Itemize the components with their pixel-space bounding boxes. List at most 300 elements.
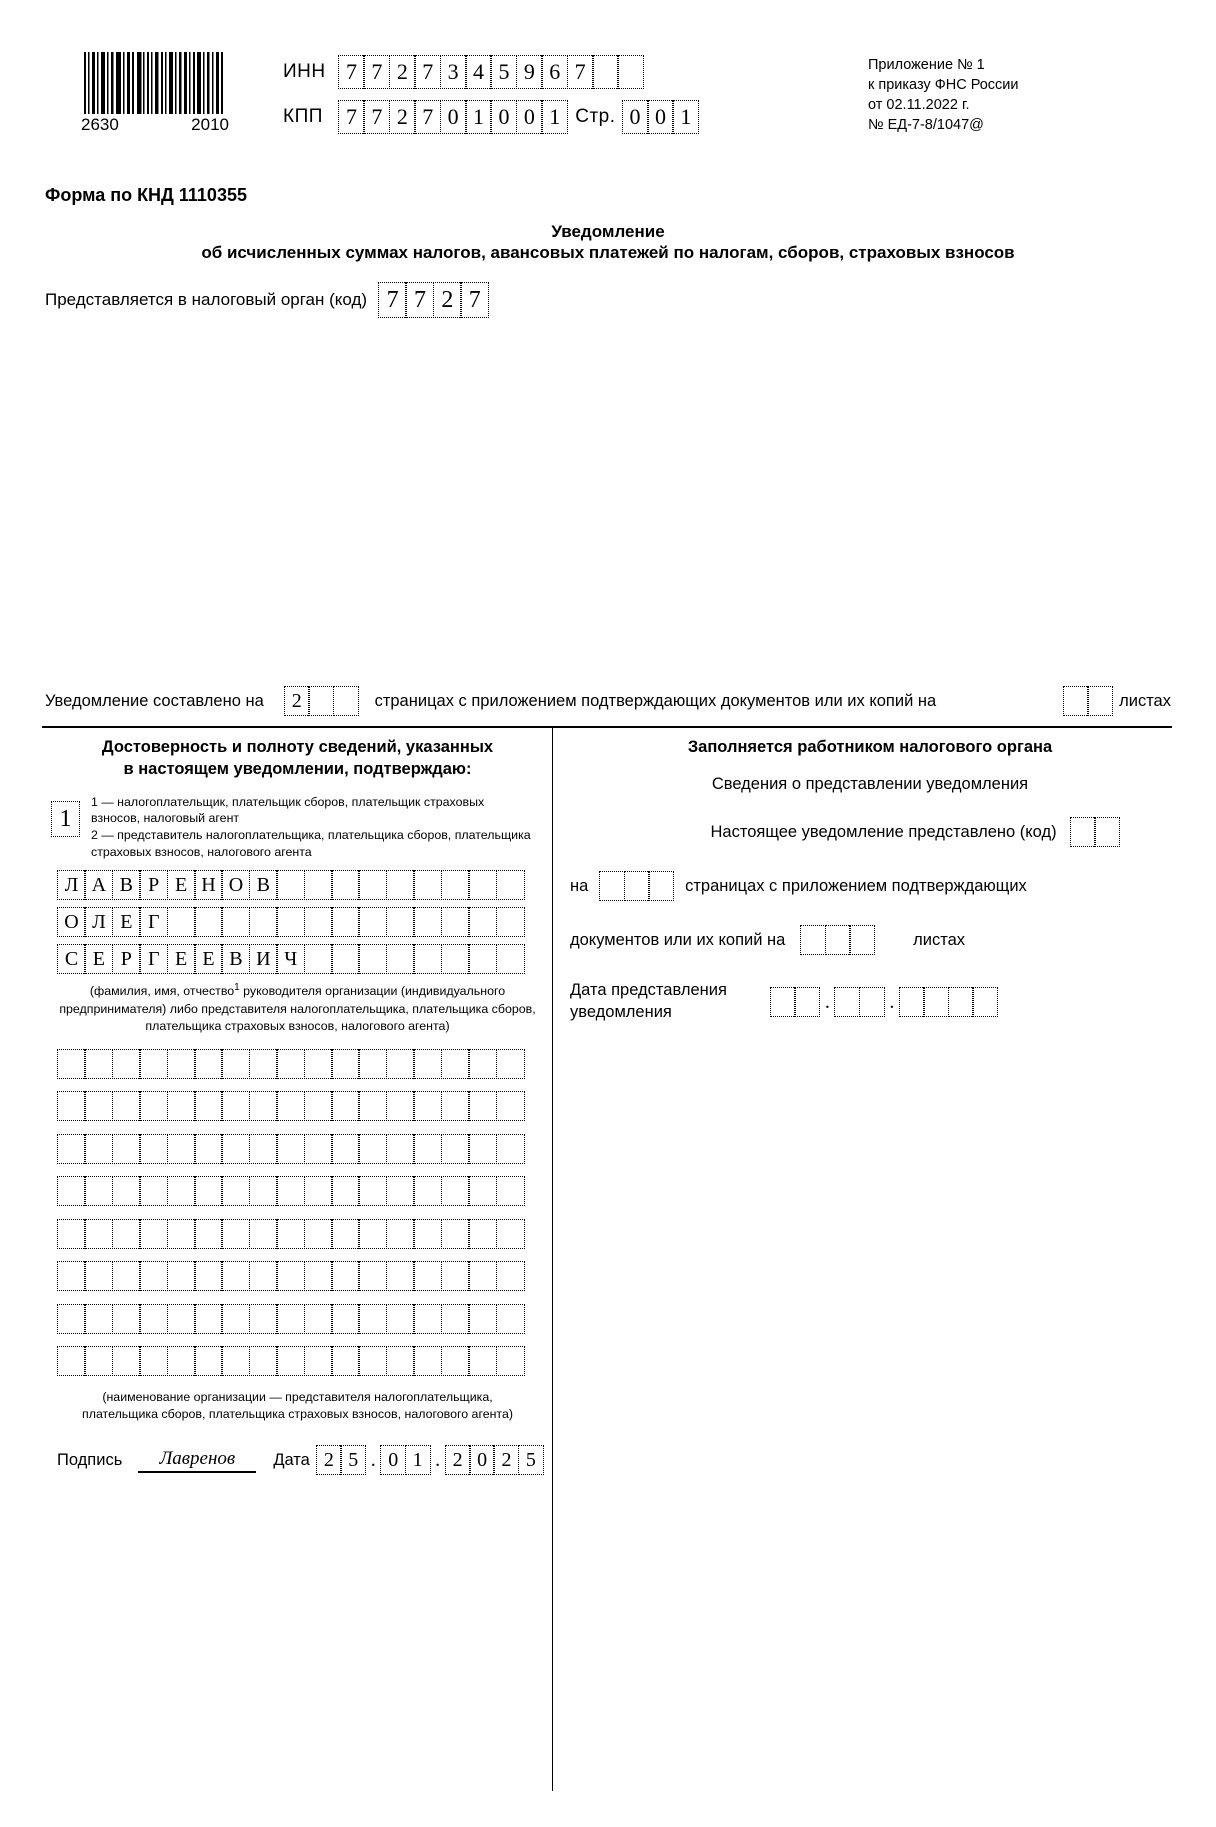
organization-name-cell-3-1[interactable] [57,1134,86,1164]
organization-name-cell-2-8[interactable] [249,1091,278,1121]
patronymic-cell-9[interactable]: Ч [276,944,305,974]
organization-name-cell-5-12[interactable] [358,1219,387,1249]
kpp-cell-8[interactable]: 0 [516,100,543,134]
patronymic-input[interactable] [57,944,550,974]
firstname-cell-4[interactable]: Г [139,907,168,937]
submission-date-day-input[interactable] [770,987,820,1017]
organization-name-cell-7-16[interactable] [468,1304,497,1334]
surname-cell-10[interactable] [304,870,333,900]
organization-name-cell-2-15[interactable] [441,1091,470,1121]
kpp-row [283,100,699,134]
organization-name-cell-5-5[interactable] [167,1219,196,1249]
organization-name-cell-7-8[interactable] [249,1304,278,1334]
organization-name-cell-4-6[interactable] [194,1176,223,1206]
organization-name-cell-4-9[interactable] [276,1176,305,1206]
signature-year-cell-2[interactable]: 0 [469,1445,495,1475]
organization-name-cell-1-15[interactable] [441,1049,470,1079]
organization-name-cell-4-3[interactable] [112,1176,141,1206]
organization-name-cell-7-1[interactable] [57,1304,86,1334]
organization-name-cell-6-6[interactable] [194,1261,223,1291]
organization-name-cell-3-11[interactable] [331,1134,360,1164]
organization-name-cell-4-14[interactable] [413,1176,442,1206]
submission-pages-prefix: на [570,876,589,895]
organization-name-cell-2-7[interactable] [221,1091,250,1121]
organization-name-fields[interactable] [45,1049,550,1377]
organization-name-cell-1-6[interactable] [194,1049,223,1079]
organization-name-cell-4-5[interactable] [167,1176,196,1206]
firstname-cell-15[interactable] [441,907,470,937]
surname-cell-2[interactable]: А [84,870,113,900]
organization-name-cell-5-4[interactable] [139,1219,168,1249]
organization-name-row[interactable] [57,1176,550,1206]
signature-date-day-input[interactable] [316,1445,366,1475]
organization-name-cell-1-13[interactable] [386,1049,415,1079]
organization-name-cell-5-6[interactable] [194,1219,223,1249]
organization-name-cell-3-2[interactable] [84,1134,113,1164]
organization-name-cell-5-10[interactable] [304,1219,333,1249]
organization-name-cell-8-1[interactable] [57,1346,86,1376]
organization-name-cell-5-9[interactable] [276,1219,305,1249]
submission-docs-cell-1[interactable] [800,925,826,955]
organization-name-cell-1-11[interactable] [331,1049,360,1079]
organization-name-cell-6-10[interactable] [304,1261,333,1291]
tax-officer-section [568,736,1172,1023]
organization-name-cell-6-13[interactable] [386,1261,415,1291]
composed-pages-cell-2[interactable] [308,686,334,716]
organization-name-cell-1-12[interactable] [358,1049,387,1079]
organization-name-cell-8-8[interactable] [249,1346,278,1376]
firstname-cell-13[interactable] [386,907,415,937]
inn-cell-7[interactable]: 5 [490,55,517,89]
organization-name-cell-2-3[interactable] [112,1091,141,1121]
organization-name-cell-3-6[interactable] [194,1134,223,1164]
submission-day-cell-2[interactable] [794,987,820,1017]
appendix-reference [868,55,1019,135]
confirmation-legend-text [91,794,531,861]
submission-date-month-input[interactable] [834,987,884,1017]
organization-name-cell-7-10[interactable] [304,1304,333,1334]
legend-line-2: взносов, налоговый агент [91,811,240,826]
organization-name-cell-5-2[interactable] [84,1219,113,1249]
organization-name-cell-2-1[interactable] [57,1091,86,1121]
organization-name-cell-4-7[interactable] [221,1176,250,1206]
barcode-image [84,52,226,114]
firstname-cell-7[interactable] [221,907,250,937]
firstname-cell-16[interactable] [468,907,497,937]
firstname-cell-9[interactable] [276,907,305,937]
firstname-cell-6[interactable] [194,907,223,937]
organization-name-row[interactable] [57,1346,550,1376]
submission-code-input[interactable] [1070,817,1120,847]
submission-month-cell-1[interactable] [834,987,860,1017]
inn-cell-8[interactable]: 9 [516,55,543,89]
submission-pages-cell-2[interactable] [624,871,650,901]
inn-cell-12[interactable] [617,55,644,89]
kpp-cell-6[interactable]: 1 [465,100,492,134]
surname-cell-7[interactable]: О [221,870,250,900]
submission-day-cell-1[interactable] [770,987,796,1017]
organization-name-cell-5-16[interactable] [468,1219,497,1249]
organization-name-cell-6-16[interactable] [468,1261,497,1291]
organization-name-cell-2-14[interactable] [413,1091,442,1121]
signature-day-cell-1[interactable]: 2 [316,1445,342,1475]
tax-officer-heading: Заполняется работником налогового органа [687,738,1053,756]
organization-name-row[interactable] [57,1219,550,1249]
signature-date-month-input[interactable] [380,1445,430,1475]
patronymic-cell-16[interactable] [468,944,497,974]
organization-name-cell-8-7[interactable] [221,1346,250,1376]
organization-name-cell-3-4[interactable] [139,1134,168,1164]
firstname-cell-1[interactable]: О [57,907,86,937]
organization-name-cell-6-2[interactable] [84,1261,113,1291]
organization-name-cell-1-7[interactable] [221,1049,250,1079]
composed-sheets-cell-2[interactable] [1087,686,1113,716]
kpp-cell-4[interactable]: 7 [414,100,441,134]
page-subtitle: об исчисленных суммах налогов, авансовых платежей по налогам, сборов, страховых взносов [201,243,1015,262]
barcode-numbers [81,115,229,135]
submission-date-year-input[interactable] [899,987,998,1017]
signature-date-year-input[interactable] [445,1445,544,1475]
page-cell-1[interactable]: 0 [622,100,649,134]
organization-name-cell-3-15[interactable] [441,1134,470,1164]
surname-cell-14[interactable] [413,870,442,900]
kpp-label: КПП [283,106,323,127]
organization-name-cell-6-15[interactable] [441,1261,470,1291]
organization-name-cell-5-15[interactable] [441,1219,470,1249]
inn-cell-5[interactable]: 3 [440,55,467,89]
patronymic-cell-5[interactable]: Е [167,944,196,974]
patronymic-cell-2[interactable]: Е [84,944,113,974]
organization-name-cell-7-9[interactable] [276,1304,305,1334]
surname-cell-9[interactable] [276,870,305,900]
tax-authority-cell-4[interactable]: 7 [460,282,489,318]
patronymic-cell-15[interactable] [441,944,470,974]
organization-name-cell-7-17[interactable] [496,1304,525,1334]
firstname-cell-17[interactable] [496,907,525,937]
organization-name-row[interactable] [57,1261,550,1291]
barcode-number-left: 2630 [81,115,119,134]
patronymic-cell-1[interactable]: С [57,944,86,974]
submission-month-cell-2[interactable] [859,987,885,1017]
organization-name-cell-1-3[interactable] [112,1049,141,1079]
organization-name-cell-7-12[interactable] [358,1304,387,1334]
organization-name-cell-1-1[interactable] [57,1049,86,1079]
confirmation-code-cell[interactable]: 1 [51,801,80,837]
organization-name-cell-7-3[interactable] [112,1304,141,1334]
surname-cell-3[interactable]: В [112,870,141,900]
organization-name-cell-4-13[interactable] [386,1176,415,1206]
organization-name-cell-3-3[interactable] [112,1134,141,1164]
inn-cell-11[interactable] [592,55,619,89]
organization-name-cell-5-11[interactable] [331,1219,360,1249]
page-number-input[interactable] [622,100,700,134]
submission-date-label-line-2: уведомления [570,1002,672,1021]
kpp-cell-9[interactable]: 1 [541,100,568,134]
tax-authority-cell-1[interactable]: 7 [378,282,407,318]
organization-name-cell-2-9[interactable] [276,1091,305,1121]
organization-name-cell-8-9[interactable] [276,1346,305,1376]
organization-name-cell-5-13[interactable] [386,1219,415,1249]
organization-name-cell-7-5[interactable] [167,1304,196,1334]
organization-name-cell-1-14[interactable] [413,1049,442,1079]
kpp-input[interactable] [338,100,568,134]
submission-pages-cell-3[interactable] [648,871,674,901]
organization-name-cell-1-16[interactable] [468,1049,497,1079]
organization-name-cell-6-3[interactable] [112,1261,141,1291]
submission-docs-cell-2[interactable] [825,925,851,955]
confirmation-heading-line-2: в настоящем уведомлении, подтверждаю: [123,760,472,779]
submission-pages-input[interactable] [599,871,674,901]
surname-cell-13[interactable] [386,870,415,900]
organization-name-cell-5-1[interactable] [57,1219,86,1249]
confirmation-code-input[interactable] [51,801,80,837]
organization-name-cell-1-8[interactable] [249,1049,278,1079]
organization-name-cell-8-2[interactable] [84,1346,113,1376]
kpp-cell-7[interactable]: 0 [490,100,517,134]
organization-name-cell-6-14[interactable] [413,1261,442,1291]
patronymic-cell-17[interactable] [496,944,525,974]
organization-name-cell-7-4[interactable] [139,1304,168,1334]
organization-name-cell-1-5[interactable] [167,1049,196,1079]
organization-name-cell-2-2[interactable] [84,1091,113,1121]
firstname-cell-8[interactable] [249,907,278,937]
organization-name-cell-4-2[interactable] [84,1176,113,1206]
firstname-cell-12[interactable] [358,907,387,937]
organization-name-cell-7-15[interactable] [441,1304,470,1334]
patronymic-cell-8[interactable]: И [249,944,278,974]
organization-name-cell-2-10[interactable] [304,1091,333,1121]
organization-name-cell-8-15[interactable] [441,1346,470,1376]
organization-name-cell-4-11[interactable] [331,1176,360,1206]
patronymic-cell-4[interactable]: Г [139,944,168,974]
organization-name-cell-3-7[interactable] [221,1134,250,1164]
signature-month-cell-1[interactable]: 0 [380,1445,406,1475]
organization-name-cell-4-10[interactable] [304,1176,333,1206]
page-cell-2[interactable]: 0 [647,100,674,134]
patronymic-cell-12[interactable] [358,944,387,974]
firstname-cell-14[interactable] [413,907,442,937]
organization-name-cell-8-12[interactable] [358,1346,387,1376]
organization-name-cell-8-13[interactable] [386,1346,415,1376]
organization-name-cell-1-10[interactable] [304,1049,333,1079]
firstname-cell-2[interactable]: Л [84,907,113,937]
organization-name-cell-6-8[interactable] [249,1261,278,1291]
organization-name-cell-8-6[interactable] [194,1346,223,1376]
fio-caption-line-3: плательщика страховых взносов, налогового агента) [145,1018,450,1033]
organization-name-cell-1-4[interactable] [139,1049,168,1079]
kpp-cell-3[interactable]: 2 [389,100,416,134]
organization-name-cell-8-11[interactable] [331,1346,360,1376]
submission-date-row [568,980,1172,1023]
surname-input[interactable] [57,870,550,900]
organization-name-row[interactable] [57,1134,550,1164]
submission-year-cell-3[interactable] [948,987,974,1017]
composed-sheets-input[interactable] [1063,686,1113,716]
tax-authority-label: Представляется в налоговый орган (код) [45,290,368,309]
organization-name-cell-3-14[interactable] [413,1134,442,1164]
organization-name-row[interactable] [57,1091,550,1121]
signature-month-cell-2[interactable]: 1 [405,1445,431,1475]
organization-name-row[interactable] [57,1304,550,1334]
surname-cell-16[interactable] [468,870,497,900]
surname-cell-17[interactable] [496,870,525,900]
organization-name-cell-2-11[interactable] [331,1091,360,1121]
organization-name-cell-5-8[interactable] [249,1219,278,1249]
surname-cell-12[interactable] [358,870,387,900]
organization-name-cell-1-9[interactable] [276,1049,305,1079]
organization-name-cell-3-8[interactable] [249,1134,278,1164]
kpp-cell-5[interactable]: 0 [440,100,467,134]
appendix-line-2: к приказу ФНС России [868,77,1019,93]
surname-cell-8[interactable]: В [249,870,278,900]
organization-name-cell-8-14[interactable] [413,1346,442,1376]
organization-name-cell-7-13[interactable] [386,1304,415,1334]
inn-cell-2[interactable]: 7 [363,55,390,89]
tax-officer-subheading: Сведения о представлении уведомления [711,775,1029,794]
firstname-cell-5[interactable] [167,907,196,937]
inn-cell-9[interactable]: 6 [541,55,568,89]
organization-name-cell-1-2[interactable] [84,1049,113,1079]
patronymic-cell-3[interactable]: Р [112,944,141,974]
inn-cell-4[interactable]: 7 [414,55,441,89]
organization-name-cell-8-4[interactable] [139,1346,168,1376]
signature-year-cell-3[interactable]: 2 [493,1445,519,1475]
appendix-line-3: от 02.11.2022 г. [868,97,970,113]
organization-name-cell-5-14[interactable] [413,1219,442,1249]
organization-name-cell-4-1[interactable] [57,1176,86,1206]
inn-cell-10[interactable]: 7 [567,55,594,89]
signature-value[interactable]: Лавренов [138,1448,256,1473]
surname-cell-11[interactable] [331,870,360,900]
signature-year-cell-1[interactable]: 2 [445,1445,471,1475]
composed-suffix-label: листах [1119,691,1171,710]
submission-docs-cell-3[interactable] [849,925,875,955]
organization-name-cell-6-4[interactable] [139,1261,168,1291]
kpp-cell-1[interactable]: 7 [338,100,365,134]
patronymic-cell-14[interactable] [413,944,442,974]
inn-cell-1[interactable]: 7 [338,55,365,89]
organization-name-cell-6-9[interactable] [276,1261,305,1291]
composed-pages-input[interactable] [284,686,359,716]
inn-cell-6[interactable]: 4 [465,55,492,89]
surname-cell-5[interactable]: Е [167,870,196,900]
organization-name-cell-8-10[interactable] [304,1346,333,1376]
firstname-input[interactable] [57,907,550,937]
patronymic-cell-11[interactable] [331,944,360,974]
organization-name-cell-3-16[interactable] [468,1134,497,1164]
surname-cell-6[interactable]: Н [194,870,223,900]
organization-name-cell-3-13[interactable] [386,1134,415,1164]
organization-name-cell-3-17[interactable] [496,1134,525,1164]
organization-name-cell-3-9[interactable] [276,1134,305,1164]
firstname-cell-10[interactable] [304,907,333,937]
firstname-cell-11[interactable] [331,907,360,937]
organization-name-cell-8-16[interactable] [468,1346,497,1376]
organization-name-cell-4-4[interactable] [139,1176,168,1206]
organization-name-cell-3-12[interactable] [358,1134,387,1164]
organization-name-cell-4-8[interactable] [249,1176,278,1206]
organization-name-cell-5-17[interactable] [496,1219,525,1249]
organization-name-cell-2-5[interactable] [167,1091,196,1121]
organization-name-cell-2-17[interactable] [496,1091,525,1121]
composed-pages-cell-1[interactable]: 2 [284,686,310,716]
organization-name-cell-6-5[interactable] [167,1261,196,1291]
organization-name-cell-6-17[interactable] [496,1261,525,1291]
organization-name-row[interactable] [57,1049,550,1079]
organization-name-cell-6-12[interactable] [358,1261,387,1291]
organization-name-cell-6-7[interactable] [221,1261,250,1291]
organization-name-cell-6-11[interactable] [331,1261,360,1291]
submission-code-row [568,817,1172,847]
organization-name-cell-7-7[interactable] [221,1304,250,1334]
page-cell-3[interactable]: 1 [672,100,699,134]
submission-year-cell-2[interactable] [923,987,949,1017]
organization-name-cell-7-11[interactable] [331,1304,360,1334]
tax-authority-code-input[interactable] [378,282,489,318]
surname-cell-15[interactable] [441,870,470,900]
inn-input[interactable] [338,55,644,89]
patronymic-cell-7[interactable]: В [221,944,250,974]
organization-name-cell-8-17[interactable] [496,1346,525,1376]
patronymic-cell-13[interactable] [386,944,415,974]
organization-name-cell-7-14[interactable] [413,1304,442,1334]
organization-name-cell-4-16[interactable] [468,1176,497,1206]
organization-name-cell-7-2[interactable] [84,1304,113,1334]
organization-name-cell-4-17[interactable] [496,1176,525,1206]
signature-day-cell-2[interactable]: 5 [340,1445,366,1475]
submission-year-cell-4[interactable] [972,987,998,1017]
date-separator-2: . [435,1449,441,1472]
submission-pages-cell-1[interactable] [599,871,625,901]
submission-code-cell-2[interactable] [1094,817,1120,847]
organization-name-cell-3-10[interactable] [304,1134,333,1164]
organization-name-cell-2-12[interactable] [358,1091,387,1121]
organization-name-cell-4-15[interactable] [441,1176,470,1206]
submission-pages-row [568,871,1172,901]
kpp-cell-2[interactable]: 7 [363,100,390,134]
patronymic-cell-6[interactable]: Е [194,944,223,974]
organization-name-cell-2-6[interactable] [194,1091,223,1121]
submission-docs-prefix: документов или их копий на [570,930,786,949]
surname-cell-4[interactable]: Р [139,870,168,900]
organization-name-cell-2-4[interactable] [139,1091,168,1121]
patronymic-cell-10[interactable] [304,944,333,974]
organization-name-cell-4-12[interactable] [358,1176,387,1206]
organization-name-cell-3-5[interactable] [167,1134,196,1164]
organization-name-cell-7-6[interactable] [194,1304,223,1334]
composed-middle-label: страницах с приложением подтверждающих документов или их копий на [374,691,937,710]
submission-docs-input[interactable] [800,925,875,955]
organization-name-cell-2-13[interactable] [386,1091,415,1121]
submission-year-cell-1[interactable] [899,987,925,1017]
composed-sheets-cell-1[interactable] [1063,686,1089,716]
organization-name-cell-6-1[interactable] [57,1261,86,1291]
organization-name-cell-5-3[interactable] [112,1219,141,1249]
composed-pages-cell-3[interactable] [333,686,359,716]
tax-authority-cell-3[interactable]: 2 [433,282,462,318]
submission-code-cell-1[interactable] [1070,817,1096,847]
surname-cell-1[interactable]: Л [57,870,86,900]
organization-name-cell-5-7[interactable] [221,1219,250,1249]
inn-cell-3[interactable]: 2 [389,55,416,89]
organization-name-cell-8-3[interactable] [112,1346,141,1376]
organization-name-cell-2-16[interactable] [468,1091,497,1121]
organization-name-cell-8-5[interactable] [167,1346,196,1376]
signature-year-cell-4[interactable]: 5 [518,1445,544,1475]
firstname-cell-3[interactable]: Е [112,907,141,937]
organization-name-cell-1-17[interactable] [496,1049,525,1079]
tax-authority-cell-2[interactable]: 7 [405,282,434,318]
